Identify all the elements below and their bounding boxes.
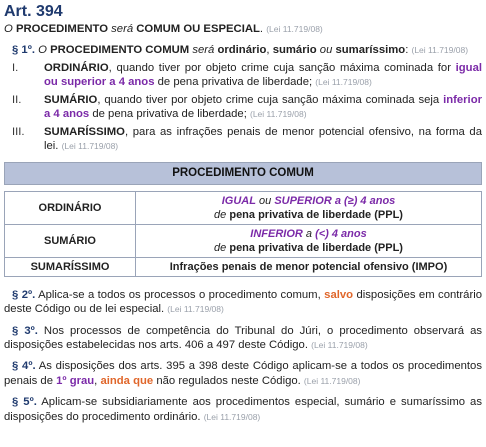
paragraph-3: § 3º. Nos processos de competência do Tribunal do Júri, o procedimento observará as disposições estabelecidas nos arts. 406 a 497 deste Código. (Lei 11.719/08) xyxy=(4,324,482,351)
list-item-sumario: II. SUMÁRIO, quando tiver por objeto crime cuja sanção máxima cominada seja inferior a 4 anos de pena privativa de liberdade; (Lei 11.719/08) xyxy=(12,93,482,121)
table-row-value: Infrações penais de menor potencial ofensivo (IMPO) xyxy=(136,257,482,276)
list-item-ordinario: I. ORDINÁRIO, quando tiver por objeto crime cuja sanção máxima cominada for igual ou superior a 4 anos de pena privativa de liberdade; (Lei 11.719/08) xyxy=(12,61,482,89)
article-title: Art. 394 xyxy=(4,3,63,20)
list-item-sumarissimo: III. SUMARÍSSIMO, para as infrações penais de menor potencial ofensivo, na forma da lei. (Lei 11.719/08) xyxy=(12,125,482,153)
paragraph-1: § 1º. O PROCEDIMENTO COMUM será ordinário, sumário ou sumaríssimo: (Lei 11.719/08) xyxy=(12,44,469,57)
paragraph-5: § 5º. Aplicam-se subsidiariamente aos procedimentos especial, sumário e sumaríssimo as disposições do procedimento ordinário. (Lei 11.719/08) xyxy=(4,396,482,423)
table-row-label: ORDINÁRIO xyxy=(5,191,136,224)
paragraph-label: § 1º. xyxy=(12,44,35,57)
table-row xyxy=(5,191,482,224)
paragraph-4: § 4º. As disposições dos arts. 395 a 398 deste Código aplicam-se a todos os procedimentos penais de 1º grau, ainda que não regulados neste Código. (Lei 11.719/08) xyxy=(4,360,482,387)
table-row-value: INFERIOR a (<) 4 anos de pena privativa de liberdade (PPL) xyxy=(136,224,482,257)
caput: O PROCEDIMENTO será COMUM OU ESPECIAL. (Lei 11.719/08) xyxy=(4,23,323,35)
table-row xyxy=(5,224,482,257)
table-row xyxy=(5,257,482,276)
procedure-list xyxy=(4,61,482,154)
table-row-value: IGUAL ou SUPERIOR a (≥) 4 anos de pena privativa de liberdade (PPL) xyxy=(136,191,482,224)
table-row-label: SUMÁRIO xyxy=(5,224,136,257)
article-394 xyxy=(4,3,482,424)
paragraph-2: § 2º. Aplica-se a todos os processos o procedimento comum, salvo disposições em contrário deste Código ou de lei especial. (Lei 11.719/08) xyxy=(4,288,483,316)
law-reference: (Lei 11.719/08) xyxy=(266,24,323,34)
procedure-table xyxy=(4,162,482,277)
table-row-label: SUMARÍSSIMO xyxy=(5,257,136,276)
table-header: PROCEDIMENTO COMUM xyxy=(5,162,482,184)
